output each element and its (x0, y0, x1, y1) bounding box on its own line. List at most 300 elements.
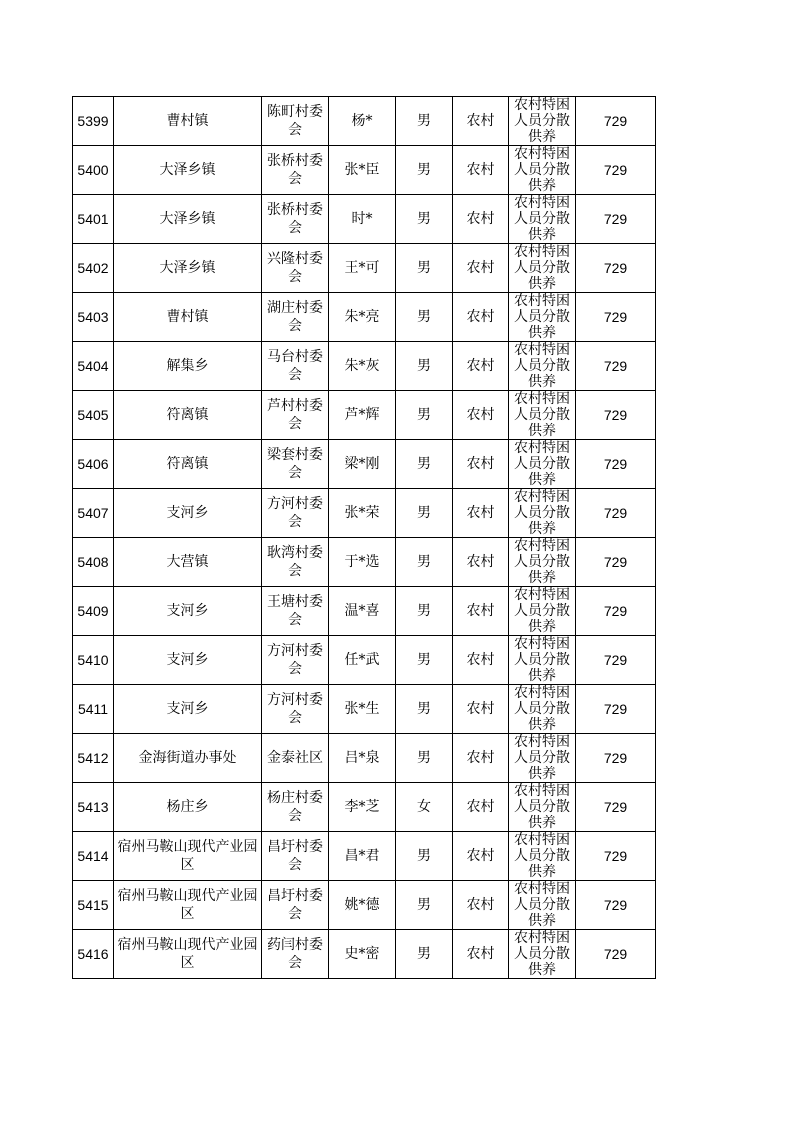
household-type-cell-text: 农村 (466, 848, 495, 864)
category-cell (509, 244, 576, 293)
row-number (73, 342, 114, 391)
household-type-cell-text: 农村 (466, 260, 495, 276)
row-number (73, 195, 114, 244)
amount-cell (576, 685, 656, 734)
row-number-text: 5415 (77, 897, 109, 913)
name-cell-text: 吕*泉 (344, 750, 380, 766)
village-cell (262, 636, 329, 685)
name-cell-text: 温*喜 (344, 603, 380, 619)
township-cell (114, 97, 262, 146)
name-cell (329, 391, 396, 440)
village-cell (262, 146, 329, 195)
table-row (73, 244, 656, 293)
amount-cell (576, 538, 656, 587)
sex-cell-text: 男 (417, 554, 431, 570)
amount-cell-text: 729 (603, 946, 628, 962)
village-cell (262, 97, 329, 146)
household-type-cell-text: 农村 (466, 211, 495, 227)
sex-cell-text: 男 (417, 652, 431, 668)
village-cell (262, 734, 329, 783)
household-type-cell (453, 930, 509, 979)
row-number (73, 734, 114, 783)
row-number (73, 881, 114, 930)
row-number-text: 5404 (77, 358, 109, 374)
table-row (73, 489, 656, 538)
township-cell-text: 大泽乡镇 (159, 162, 216, 178)
amount-cell (576, 783, 656, 832)
category-cell (509, 440, 576, 489)
amount-cell-text: 729 (603, 260, 628, 276)
village-cell-text: 耿湾村委会 (267, 545, 323, 579)
amount-cell-text: 729 (603, 750, 628, 766)
village-cell (262, 489, 329, 538)
row-number-text: 5411 (77, 701, 109, 717)
village-cell-text: 药闫村委会 (267, 937, 323, 971)
household-type-cell-text: 农村 (466, 456, 495, 472)
household-type-cell (453, 636, 509, 685)
township-cell (114, 783, 262, 832)
village-cell (262, 195, 329, 244)
table-row (73, 440, 656, 489)
sex-cell (396, 489, 453, 538)
name-cell (329, 881, 396, 930)
table-row (73, 538, 656, 587)
amount-cell (576, 195, 656, 244)
category-cell-text: 农村特困人员分散供养 (514, 391, 570, 439)
household-type-cell (453, 293, 509, 342)
household-type-cell (453, 195, 509, 244)
category-cell (509, 97, 576, 146)
category-cell (509, 734, 576, 783)
amount-cell (576, 293, 656, 342)
category-cell-text: 农村特困人员分散供养 (514, 293, 570, 341)
township-cell-text: 杨庄乡 (166, 799, 209, 815)
row-number-text: 5408 (77, 554, 109, 570)
name-cell (329, 587, 396, 636)
village-cell-text: 张桥村委会 (267, 202, 323, 236)
row-number (73, 832, 114, 881)
amount-cell (576, 881, 656, 930)
amount-cell-text: 729 (603, 652, 628, 668)
category-cell (509, 538, 576, 587)
row-number-text: 5413 (77, 799, 109, 815)
category-cell-text: 农村特困人员分散供养 (514, 685, 570, 733)
amount-cell-text: 729 (603, 456, 628, 472)
township-cell (114, 832, 262, 881)
village-cell-text: 方河村委会 (267, 643, 323, 677)
sex-cell-text: 男 (417, 848, 431, 864)
name-cell (329, 440, 396, 489)
row-number-text: 5403 (77, 309, 109, 325)
amount-cell-text: 729 (603, 897, 628, 913)
name-cell-text: 朱*灰 (344, 358, 380, 374)
village-cell-text: 昌圩村委会 (267, 839, 323, 873)
township-cell (114, 489, 262, 538)
village-cell-text: 金泰社区 (267, 750, 323, 766)
name-cell (329, 342, 396, 391)
category-cell-text: 农村特困人员分散供养 (514, 440, 570, 488)
name-cell (329, 685, 396, 734)
village-cell-text: 方河村委会 (267, 496, 323, 530)
township-cell (114, 244, 262, 293)
township-cell-text: 支河乡 (166, 701, 209, 717)
village-cell (262, 538, 329, 587)
sex-cell (396, 930, 453, 979)
village-cell (262, 244, 329, 293)
township-cell (114, 195, 262, 244)
table-row (73, 587, 656, 636)
village-cell (262, 930, 329, 979)
category-cell (509, 930, 576, 979)
row-number-text: 5405 (77, 407, 109, 423)
table-row (73, 685, 656, 734)
village-cell-text: 杨庄村委会 (267, 790, 323, 824)
row-number (73, 685, 114, 734)
village-cell (262, 832, 329, 881)
name-cell-text: 张*荣 (344, 505, 380, 521)
name-cell (329, 636, 396, 685)
amount-cell (576, 97, 656, 146)
row-number (73, 391, 114, 440)
row-number (73, 783, 114, 832)
village-cell-text: 湖庄村委会 (267, 300, 323, 334)
name-cell (329, 783, 396, 832)
amount-cell (576, 440, 656, 489)
name-cell-text: 李*芝 (344, 799, 380, 815)
sex-cell-text: 男 (417, 407, 431, 423)
category-cell (509, 293, 576, 342)
sex-cell (396, 440, 453, 489)
township-cell-text: 符离镇 (166, 407, 209, 423)
household-type-cell (453, 489, 509, 538)
amount-cell-text: 729 (603, 358, 628, 374)
row-number (73, 244, 114, 293)
category-cell (509, 685, 576, 734)
name-cell-text: 王*可 (344, 260, 380, 276)
row-number-text: 5400 (77, 162, 109, 178)
sex-cell (396, 832, 453, 881)
household-type-cell-text: 农村 (466, 946, 495, 962)
amount-cell (576, 832, 656, 881)
amount-cell (576, 391, 656, 440)
category-cell-text: 农村特困人员分散供养 (514, 783, 570, 831)
category-cell-text: 农村特困人员分散供养 (514, 832, 570, 880)
sex-cell-text: 女 (417, 799, 431, 815)
sex-cell (396, 244, 453, 293)
category-cell (509, 489, 576, 538)
name-cell (329, 195, 396, 244)
village-cell (262, 587, 329, 636)
name-cell-text: 任*武 (344, 652, 380, 668)
row-number (73, 440, 114, 489)
sex-cell (396, 538, 453, 587)
sex-cell-text: 男 (417, 211, 431, 227)
row-number-text: 5402 (77, 260, 109, 276)
sex-cell (396, 97, 453, 146)
township-cell-text: 金海街道办事处 (138, 750, 237, 766)
household-type-cell-text: 农村 (466, 505, 495, 521)
category-cell (509, 391, 576, 440)
household-type-cell-text: 农村 (466, 799, 495, 815)
household-type-cell (453, 538, 509, 587)
name-cell (329, 244, 396, 293)
amount-cell-text: 729 (603, 554, 628, 570)
name-cell (329, 930, 396, 979)
name-cell-text: 杨* (351, 113, 373, 129)
roster-table (72, 96, 656, 979)
table-row (73, 930, 656, 979)
township-cell-text: 大泽乡镇 (159, 260, 216, 276)
row-number-text: 5412 (77, 750, 109, 766)
row-number (73, 587, 114, 636)
township-cell (114, 636, 262, 685)
amount-cell-text: 729 (603, 162, 628, 178)
township-cell (114, 391, 262, 440)
household-type-cell-text: 农村 (466, 603, 495, 619)
village-cell-text: 张桥村委会 (267, 153, 323, 187)
row-number-text: 5416 (77, 946, 109, 962)
township-cell-text: 宿州马鞍山现代产业园区 (117, 839, 258, 873)
township-cell-text: 宿州马鞍山现代产业园区 (117, 937, 258, 971)
sex-cell-text: 男 (417, 456, 431, 472)
amount-cell (576, 489, 656, 538)
table-row (73, 391, 656, 440)
amount-cell (576, 342, 656, 391)
household-type-cell-text: 农村 (466, 407, 495, 423)
township-cell (114, 734, 262, 783)
sex-cell-text: 男 (417, 750, 431, 766)
category-cell (509, 881, 576, 930)
township-cell (114, 440, 262, 489)
village-cell (262, 293, 329, 342)
sex-cell (396, 195, 453, 244)
village-cell (262, 342, 329, 391)
household-type-cell (453, 97, 509, 146)
sex-cell-text: 男 (417, 701, 431, 717)
household-type-cell (453, 587, 509, 636)
category-cell-text: 农村特困人员分散供养 (514, 538, 570, 586)
category-cell-text: 农村特困人员分散供养 (514, 636, 570, 684)
row-number-text: 5414 (77, 848, 109, 864)
sex-cell-text: 男 (417, 309, 431, 325)
table-row (73, 881, 656, 930)
table-row (73, 832, 656, 881)
amount-cell (576, 244, 656, 293)
household-type-cell (453, 440, 509, 489)
village-cell (262, 685, 329, 734)
category-cell (509, 636, 576, 685)
township-cell (114, 538, 262, 587)
sex-cell-text: 男 (417, 946, 431, 962)
household-type-cell (453, 734, 509, 783)
sex-cell-text: 男 (417, 897, 431, 913)
village-cell (262, 783, 329, 832)
category-cell-text: 农村特困人员分散供养 (514, 97, 570, 145)
sex-cell (396, 734, 453, 783)
sex-cell (396, 342, 453, 391)
household-type-cell (453, 244, 509, 293)
township-cell-text: 支河乡 (166, 505, 209, 521)
village-cell-text: 马台村委会 (267, 349, 323, 383)
amount-cell-text: 729 (603, 309, 628, 325)
township-cell (114, 293, 262, 342)
sex-cell-text: 男 (417, 358, 431, 374)
township-cell (114, 930, 262, 979)
township-cell-text: 大营镇 (166, 554, 209, 570)
row-number-text: 5410 (77, 652, 109, 668)
row-number-text: 5407 (77, 505, 109, 521)
name-cell-text: 于*选 (344, 554, 380, 570)
amount-cell-text: 729 (603, 211, 628, 227)
household-type-cell (453, 783, 509, 832)
village-cell (262, 391, 329, 440)
township-cell (114, 587, 262, 636)
village-cell-text: 芦村村委会 (267, 398, 323, 432)
category-cell-text: 农村特困人员分散供养 (514, 146, 570, 194)
village-cell-text: 兴隆村委会 (267, 251, 323, 285)
table-row (73, 783, 656, 832)
name-cell-text: 梁*刚 (344, 456, 380, 472)
sex-cell (396, 881, 453, 930)
village-cell-text: 昌圩村委会 (267, 888, 323, 922)
row-number-text: 5399 (77, 113, 109, 129)
household-type-cell-text: 农村 (466, 162, 495, 178)
amount-cell (576, 930, 656, 979)
row-number (73, 97, 114, 146)
amount-cell (576, 734, 656, 783)
name-cell-text: 芦*辉 (344, 407, 380, 423)
table-row (73, 146, 656, 195)
category-cell (509, 832, 576, 881)
category-cell-text: 农村特困人员分散供养 (514, 489, 570, 537)
amount-cell-text: 729 (603, 603, 628, 619)
household-type-cell-text: 农村 (466, 897, 495, 913)
household-type-cell-text: 农村 (466, 701, 495, 717)
household-type-cell-text: 农村 (466, 113, 495, 129)
amount-cell (576, 587, 656, 636)
category-cell-text: 农村特困人员分散供养 (514, 195, 570, 243)
household-type-cell (453, 342, 509, 391)
row-number (73, 930, 114, 979)
name-cell-text: 张*臣 (344, 162, 380, 178)
sex-cell (396, 146, 453, 195)
category-cell-text: 农村特困人员分散供养 (514, 244, 570, 292)
township-cell-text: 宿州马鞍山现代产业园区 (117, 888, 258, 922)
name-cell-text: 朱*亮 (344, 309, 380, 325)
sex-cell (396, 587, 453, 636)
sex-cell (396, 293, 453, 342)
sex-cell (396, 783, 453, 832)
table-row (73, 342, 656, 391)
name-cell-text: 姚*德 (344, 897, 380, 913)
amount-cell-text: 729 (603, 799, 628, 815)
name-cell-text: 昌*君 (344, 848, 380, 864)
amount-cell-text: 729 (603, 505, 628, 521)
category-cell (509, 342, 576, 391)
amount-cell-text: 729 (603, 701, 628, 717)
household-type-cell (453, 685, 509, 734)
sex-cell (396, 636, 453, 685)
household-type-cell-text: 农村 (466, 554, 495, 570)
name-cell-text: 张*生 (344, 701, 380, 717)
sex-cell (396, 685, 453, 734)
sex-cell-text: 男 (417, 113, 431, 129)
row-number (73, 293, 114, 342)
township-cell-text: 支河乡 (166, 603, 209, 619)
category-cell-text: 农村特困人员分散供养 (514, 342, 570, 390)
household-type-cell-text: 农村 (466, 309, 495, 325)
township-cell-text: 解集乡 (166, 358, 209, 374)
village-cell (262, 440, 329, 489)
category-cell (509, 146, 576, 195)
name-cell (329, 538, 396, 587)
sex-cell-text: 男 (417, 603, 431, 619)
category-cell (509, 587, 576, 636)
amount-cell-text: 729 (603, 113, 628, 129)
amount-cell-text: 729 (603, 407, 628, 423)
category-cell-text: 农村特困人员分散供养 (514, 734, 570, 782)
sex-cell-text: 男 (417, 260, 431, 276)
household-type-cell-text: 农村 (466, 750, 495, 766)
township-cell-text: 曹村镇 (166, 113, 209, 129)
category-cell-text: 农村特困人员分散供养 (514, 587, 570, 635)
category-cell-text: 农村特困人员分散供养 (514, 930, 570, 978)
category-cell (509, 783, 576, 832)
name-cell-text: 时* (351, 211, 373, 227)
township-cell (114, 881, 262, 930)
row-number (73, 538, 114, 587)
name-cell (329, 293, 396, 342)
name-cell (329, 489, 396, 538)
table-row (73, 195, 656, 244)
table-row (73, 636, 656, 685)
household-type-cell (453, 391, 509, 440)
row-number (73, 636, 114, 685)
township-cell (114, 342, 262, 391)
household-type-cell (453, 832, 509, 881)
table-row (73, 734, 656, 783)
name-cell (329, 832, 396, 881)
village-cell-text: 梁套村委会 (267, 447, 323, 481)
village-cell-text: 王塘村委会 (267, 594, 323, 628)
amount-cell (576, 146, 656, 195)
household-type-cell (453, 146, 509, 195)
row-number (73, 489, 114, 538)
village-cell-text: 方河村委会 (267, 692, 323, 726)
township-cell (114, 685, 262, 734)
name-cell-text: 史*密 (344, 946, 380, 962)
township-cell-text: 支河乡 (166, 652, 209, 668)
name-cell (329, 734, 396, 783)
row-number-text: 5406 (77, 456, 109, 472)
township-cell (114, 146, 262, 195)
township-cell-text: 大泽乡镇 (159, 211, 216, 227)
category-cell-text: 农村特困人员分散供养 (514, 881, 570, 929)
amount-cell-text: 729 (603, 848, 628, 864)
row-number (73, 146, 114, 195)
row-number-text: 5401 (77, 211, 109, 227)
sex-cell-text: 男 (417, 162, 431, 178)
village-cell (262, 881, 329, 930)
name-cell (329, 97, 396, 146)
township-cell-text: 符离镇 (166, 456, 209, 472)
name-cell (329, 146, 396, 195)
sex-cell (396, 391, 453, 440)
household-type-cell-text: 农村 (466, 652, 495, 668)
table-row (73, 293, 656, 342)
sex-cell-text: 男 (417, 505, 431, 521)
roster-body (73, 97, 656, 979)
